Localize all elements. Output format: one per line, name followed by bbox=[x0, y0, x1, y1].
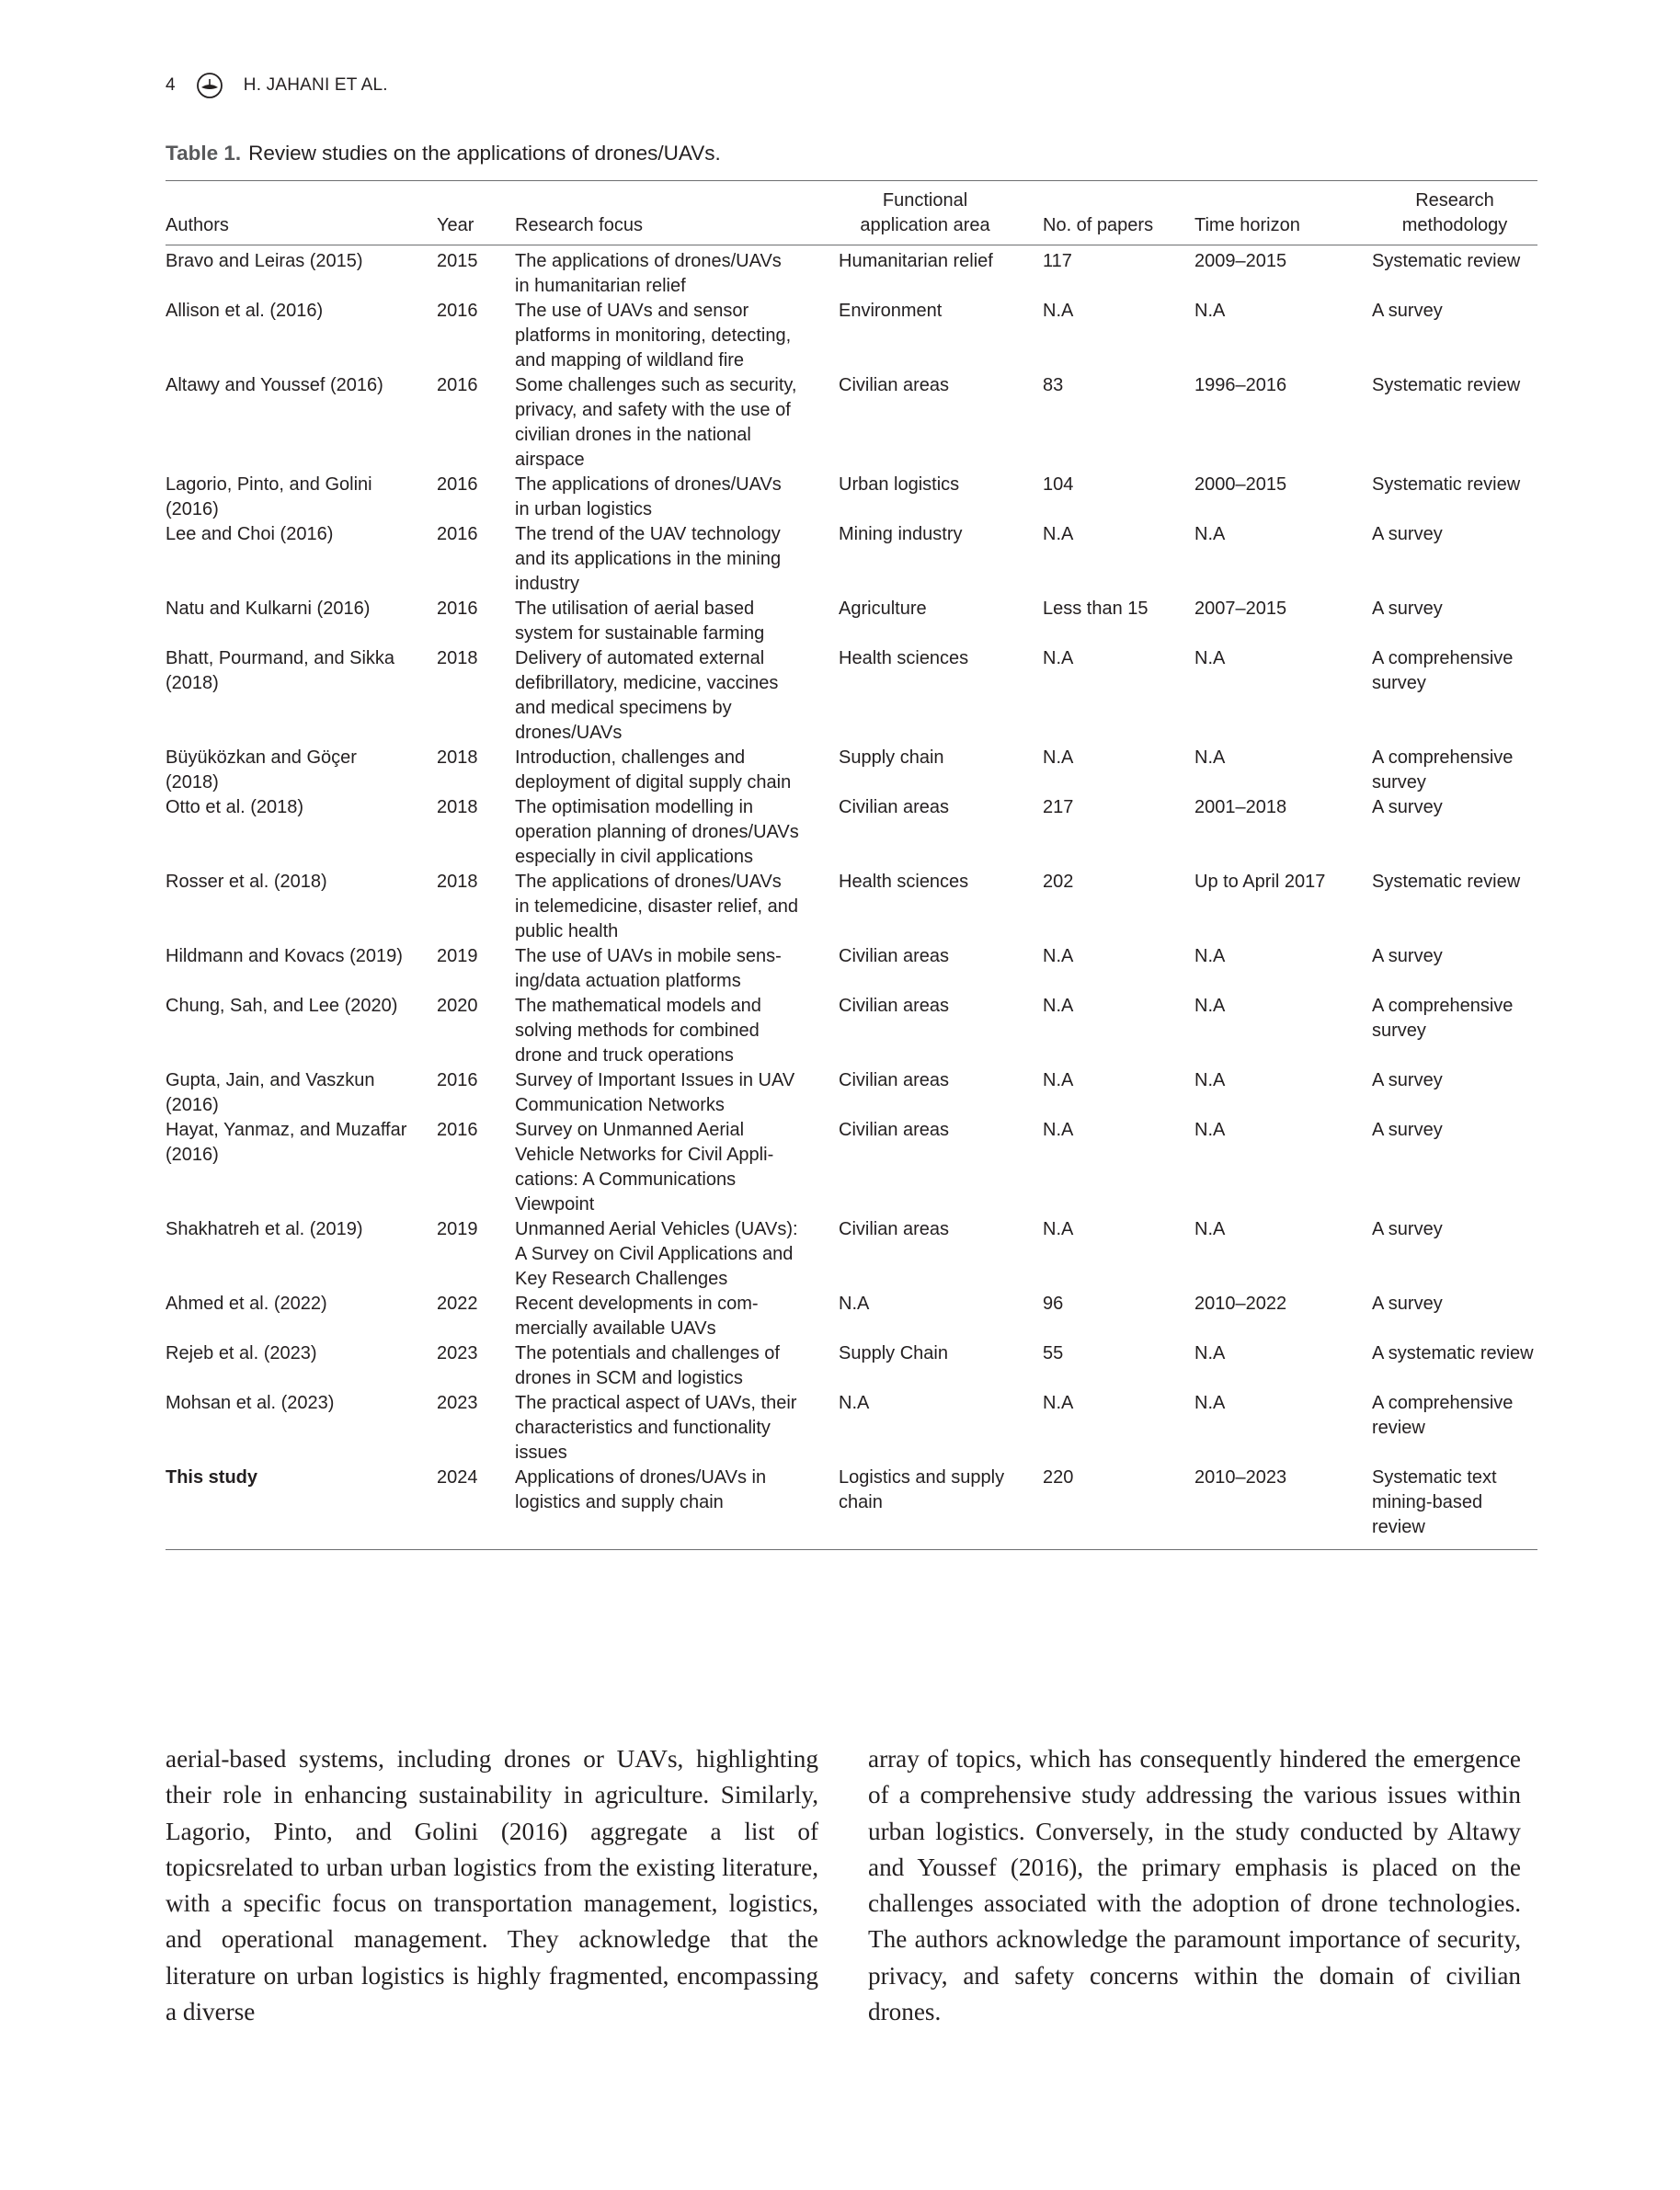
cell-year: 2016 bbox=[437, 599, 478, 619]
cell-methodology: A comprehensive survey bbox=[1372, 996, 1514, 1041]
cell-authors: Lagorio, Pinto, and Golini (2016) bbox=[166, 474, 372, 519]
cell-research-focus: Delivery of automated external defibrillatory, medicine, vaccines and medical specimens by drones/UAVs bbox=[515, 648, 779, 743]
cell-no-of-papers: N.A bbox=[1043, 301, 1074, 321]
table-row bbox=[166, 795, 1537, 870]
cell-application-area: Urban logistics bbox=[839, 474, 960, 495]
table-row bbox=[166, 245, 1537, 300]
cell-authors: Büyüközkan and Göçer (2018) bbox=[166, 747, 357, 793]
table-row bbox=[166, 870, 1537, 944]
cell-methodology: A survey bbox=[1372, 1070, 1443, 1090]
cell-authors: Bravo and Leiras (2015) bbox=[166, 251, 363, 271]
cell-no-of-papers: 202 bbox=[1043, 872, 1074, 892]
cell-no-of-papers: 83 bbox=[1043, 375, 1064, 395]
table-row bbox=[166, 1292, 1537, 1341]
cell-authors: Gupta, Jain, and Vaszkun (2016) bbox=[166, 1070, 375, 1115]
cell-application-area: Agriculture bbox=[839, 599, 927, 619]
cell-application-area: Health sciences bbox=[839, 872, 969, 892]
cell-research-focus: The applications of drones/UAVs in telemedicine, disaster relief, and public health bbox=[515, 872, 798, 941]
cell-time-horizon: N.A bbox=[1194, 996, 1226, 1016]
cell-time-horizon: N.A bbox=[1194, 1393, 1226, 1413]
cell-time-horizon: N.A bbox=[1194, 946, 1226, 966]
table-row bbox=[166, 1217, 1537, 1292]
running-head-authors: H. JAHANI ET AL. bbox=[243, 75, 388, 95]
cell-year: 2019 bbox=[437, 1219, 478, 1239]
cell-authors: Ahmed et al. (2022) bbox=[166, 1294, 327, 1314]
table-body bbox=[166, 245, 1537, 1550]
cell-time-horizon: N.A bbox=[1194, 1343, 1226, 1363]
cell-time-horizon: 2009–2015 bbox=[1194, 251, 1287, 271]
cell-methodology: A survey bbox=[1372, 797, 1443, 817]
cell-methodology: A comprehensive review bbox=[1372, 1393, 1514, 1438]
cell-year: 2024 bbox=[437, 1466, 515, 1550]
cell-research-focus: The trend of the UAV technology and its applications in the mining industry bbox=[515, 524, 782, 594]
cell-authors: Hildmann and Kovacs (2019) bbox=[166, 946, 403, 966]
running-head bbox=[166, 70, 388, 101]
cell-time-horizon: N.A bbox=[1194, 1070, 1226, 1090]
cell-methodology: A survey bbox=[1372, 301, 1443, 321]
cell-research-focus: The use of UAVs and sensor platforms in monitoring, detecting, and mapping of wildland fire bbox=[515, 301, 792, 371]
cell-no-of-papers: N.A bbox=[1043, 648, 1074, 668]
body-text-left-column: aerial-based systems, including drones or UAVs, highlighting their role in enhancing sustainability in agriculture. Similarly, Lagorio, Pinto, and Golini (2016) aggregate a list of topicsrelated to urban urban logistics from the existing literature, with a specific focus on transportation management, logistics, and operational management. They acknowledge that the literature on urban logistics is highly fragmented, encompassing a diverse bbox=[166, 1745, 818, 2026]
cell-year: 2016 bbox=[437, 1070, 478, 1090]
cell-no-of-papers: N.A bbox=[1043, 1393, 1074, 1413]
cell-year: 2018 bbox=[437, 797, 478, 817]
cell-research-focus: Survey on Unmanned Aerial Vehicle Networks for Civil Applications: A Communications Viewpoint bbox=[515, 1120, 774, 1215]
table-row bbox=[166, 646, 1537, 746]
table-row bbox=[166, 1118, 1537, 1217]
cell-time-horizon: 1996–2016 bbox=[1194, 375, 1287, 395]
cell-no-of-papers: N.A bbox=[1043, 996, 1074, 1016]
cell-no-of-papers: N.A bbox=[1043, 747, 1074, 768]
cell-authors: Hayat, Yanmaz, and Muzaffar (2016) bbox=[166, 1120, 407, 1165]
cell-research-focus: Applications of drones/UAVs in logistics and supply chain bbox=[515, 1466, 839, 1550]
cell-no-of-papers: N.A bbox=[1043, 524, 1074, 544]
cell-no-of-papers: 104 bbox=[1043, 474, 1074, 495]
cell-application-area: Environment bbox=[839, 301, 943, 321]
cell-year: 2023 bbox=[437, 1343, 478, 1363]
cell-application-area: Civilian areas bbox=[839, 946, 950, 966]
cell-research-focus: The utilisation of aerial based system for sustainable farming bbox=[515, 599, 765, 644]
table-row bbox=[166, 299, 1537, 373]
cell-methodology: A survey bbox=[1372, 599, 1443, 619]
cell-year: 2016 bbox=[437, 524, 478, 544]
cell-authors: This study bbox=[166, 1466, 437, 1550]
cell-time-horizon: N.A bbox=[1194, 1120, 1226, 1140]
cell-no-of-papers: 217 bbox=[1043, 797, 1074, 817]
cell-application-area: N.A bbox=[839, 1393, 870, 1413]
cell-year: 2018 bbox=[437, 747, 478, 768]
table-header bbox=[166, 181, 1537, 245]
table-row bbox=[166, 994, 1537, 1068]
cell-year: 2018 bbox=[437, 648, 478, 668]
cell-methodology: Systematic review bbox=[1372, 375, 1521, 395]
page-number: 4 bbox=[166, 75, 176, 95]
cell-research-focus: The use of UAVs in mobile sensing/data actuation platforms bbox=[515, 946, 782, 991]
cell-time-horizon: N.A bbox=[1194, 301, 1226, 321]
column-header-year: Year bbox=[437, 181, 515, 245]
cell-application-area: Mining industry bbox=[839, 524, 963, 544]
cell-application-area: Civilian areas bbox=[839, 375, 950, 395]
cell-no-of-papers: 96 bbox=[1043, 1294, 1064, 1314]
cell-year: 2018 bbox=[437, 872, 478, 892]
cell-application-area: N.A bbox=[839, 1294, 870, 1314]
cell-research-focus: The applications of drones/UAVs in urban logistics bbox=[515, 474, 782, 519]
cell-methodology: Systematic review bbox=[1372, 251, 1521, 271]
cell-application-area: Civilian areas bbox=[839, 1070, 950, 1090]
cell-authors: Mohsan et al. (2023) bbox=[166, 1393, 335, 1413]
cell-methodology: A systematic review bbox=[1372, 1343, 1534, 1363]
cell-research-focus: Survey of Important Issues in UAV Communication Networks bbox=[515, 1070, 795, 1115]
table-row bbox=[166, 473, 1537, 522]
table-row bbox=[166, 597, 1537, 646]
table-caption-text: Review studies on the applications of drones/UAVs. bbox=[248, 142, 721, 165]
cell-time-horizon: N.A bbox=[1194, 747, 1226, 768]
cell-no-of-papers: N.A bbox=[1043, 1120, 1074, 1140]
cell-authors: Natu and Kulkarni (2016) bbox=[166, 599, 371, 619]
cell-research-focus: Recent developments in commercially available UAVs bbox=[515, 1294, 759, 1339]
cell-time-horizon: 2007–2015 bbox=[1194, 599, 1287, 619]
cell-time-horizon: N.A bbox=[1194, 524, 1226, 544]
cell-application-area: Civilian areas bbox=[839, 996, 950, 1016]
cell-methodology: A comprehensive survey bbox=[1372, 747, 1514, 793]
cell-no-of-papers: N.A bbox=[1043, 1070, 1074, 1090]
column-header-time-horizon: Time horizon bbox=[1194, 181, 1372, 245]
table-row bbox=[166, 373, 1537, 473]
cell-methodology: A survey bbox=[1372, 524, 1443, 544]
table-row bbox=[166, 746, 1537, 795]
table-row bbox=[166, 1466, 1537, 1550]
cell-time-horizon: 2010–2023 bbox=[1194, 1466, 1372, 1550]
cell-methodology: Systematic text mining-based review bbox=[1372, 1466, 1537, 1550]
cell-methodology: A survey bbox=[1372, 1219, 1443, 1239]
cell-research-focus: The mathematical models and solving methods for combined drone and truck operations bbox=[515, 996, 761, 1066]
cell-year: 2016 bbox=[437, 474, 478, 495]
cell-research-focus: The applications of drones/UAVs in humanitarian relief bbox=[515, 251, 782, 296]
cell-no-of-papers: N.A bbox=[1043, 1219, 1074, 1239]
cell-methodology: A survey bbox=[1372, 1294, 1443, 1314]
cell-year: 2023 bbox=[437, 1393, 478, 1413]
cell-no-of-papers: 55 bbox=[1043, 1343, 1064, 1363]
cell-year: 2016 bbox=[437, 1120, 478, 1140]
cell-authors: Shakhatreh et al. (2019) bbox=[166, 1219, 363, 1239]
cell-authors: Bhatt, Pourmand, and Sikka (2018) bbox=[166, 648, 395, 693]
cell-application-area: Humanitarian relief bbox=[839, 251, 993, 271]
cell-time-horizon: Up to April 2017 bbox=[1194, 872, 1326, 892]
cell-year: 2015 bbox=[437, 251, 478, 271]
cell-research-focus: Some challenges such as security, privacy, and safety with the use of civilian drones in the national airspace bbox=[515, 375, 797, 470]
cell-research-focus: The practical aspect of UAVs, their characteristics and functionality issues bbox=[515, 1393, 797, 1463]
cell-authors: Rejeb et al. (2023) bbox=[166, 1343, 317, 1363]
cell-research-focus: The optimisation modelling in operation planning of drones/UAVs especially in civil applications bbox=[515, 797, 799, 867]
cell-year: 2020 bbox=[437, 996, 478, 1016]
cell-application-area: Supply Chain bbox=[839, 1343, 948, 1363]
cell-methodology: Systematic review bbox=[1372, 474, 1521, 495]
table-header-row bbox=[166, 181, 1537, 245]
cell-authors: Altawy and Youssef (2016) bbox=[166, 375, 383, 395]
cell-time-horizon: 2000–2015 bbox=[1194, 474, 1287, 495]
table-caption bbox=[166, 141, 721, 166]
cell-no-of-papers: 117 bbox=[1043, 251, 1072, 271]
column-header-authors: Authors bbox=[166, 181, 437, 245]
cell-year: 2016 bbox=[437, 375, 478, 395]
table-caption-label: Table 1. bbox=[166, 142, 242, 165]
column-header-methodology: Research methodology bbox=[1372, 181, 1537, 245]
publisher-logo-icon bbox=[196, 72, 223, 99]
table-row bbox=[166, 1391, 1537, 1466]
cell-application-area: Logistics and supply chain bbox=[839, 1466, 1043, 1550]
review-table bbox=[166, 180, 1537, 1550]
cell-methodology: A survey bbox=[1372, 1120, 1443, 1140]
cell-authors: Allison et al. (2016) bbox=[166, 301, 324, 321]
cell-no-of-papers: 220 bbox=[1043, 1466, 1194, 1550]
cell-time-horizon: N.A bbox=[1194, 648, 1226, 668]
cell-time-horizon: 2010–2022 bbox=[1194, 1294, 1287, 1314]
cell-time-horizon: N.A bbox=[1194, 1219, 1226, 1239]
cell-research-focus: Introduction, challenges and deployment of digital supply chain bbox=[515, 747, 792, 793]
review-table-container bbox=[166, 180, 1534, 1550]
cell-methodology: A survey bbox=[1372, 946, 1443, 966]
table-row bbox=[166, 522, 1537, 597]
cell-application-area: Civilian areas bbox=[839, 1120, 950, 1140]
cell-time-horizon: 2001–2018 bbox=[1194, 797, 1287, 817]
cell-year: 2016 bbox=[437, 301, 478, 321]
cell-application-area: Civilian areas bbox=[839, 1219, 950, 1239]
table-row bbox=[166, 1068, 1537, 1118]
cell-no-of-papers: N.A bbox=[1043, 946, 1074, 966]
column-header-application-area: Functional application area bbox=[839, 181, 1043, 245]
cell-no-of-papers: Less than 15 bbox=[1043, 599, 1149, 619]
cell-methodology: Systematic review bbox=[1372, 872, 1521, 892]
cell-application-area: Health sciences bbox=[839, 648, 969, 668]
cell-year: 2019 bbox=[437, 946, 478, 966]
table-row bbox=[166, 1341, 1537, 1391]
cell-authors: Chung, Sah, and Lee (2020) bbox=[166, 996, 398, 1016]
cell-authors: Rosser et al. (2018) bbox=[166, 872, 327, 892]
cell-year: 2022 bbox=[437, 1294, 478, 1314]
cell-authors: Otto et al. (2018) bbox=[166, 797, 304, 817]
cell-authors: Lee and Choi (2016) bbox=[166, 524, 334, 544]
cell-application-area: Supply chain bbox=[839, 747, 944, 768]
column-header-research-focus: Research focus bbox=[515, 181, 839, 245]
cell-application-area: Civilian areas bbox=[839, 797, 950, 817]
cell-research-focus: Unmanned Aerial Vehicles (UAVs): A Survey on Civil Applications and Key Research Challenges bbox=[515, 1219, 798, 1289]
cell-methodology: A comprehensive survey bbox=[1372, 648, 1514, 693]
table-row bbox=[166, 944, 1537, 994]
body-text-right-column: array of topics, which has consequently hindered the emergence of a comprehensive study addressing the various issues within urban logistics. Conversely, in the study conducted by Altawy and Youssef (2016), the primary emphasis is placed on the challenges associated with the adoption of drone technologies. The authors acknowledge the paramount importance of security, privacy, and safety concerns within the domain of civilian drones. bbox=[868, 1745, 1521, 2026]
column-header-no-of-papers: No. of papers bbox=[1043, 181, 1194, 245]
cell-research-focus: The potentials and challenges of drones in SCM and logistics bbox=[515, 1343, 780, 1388]
